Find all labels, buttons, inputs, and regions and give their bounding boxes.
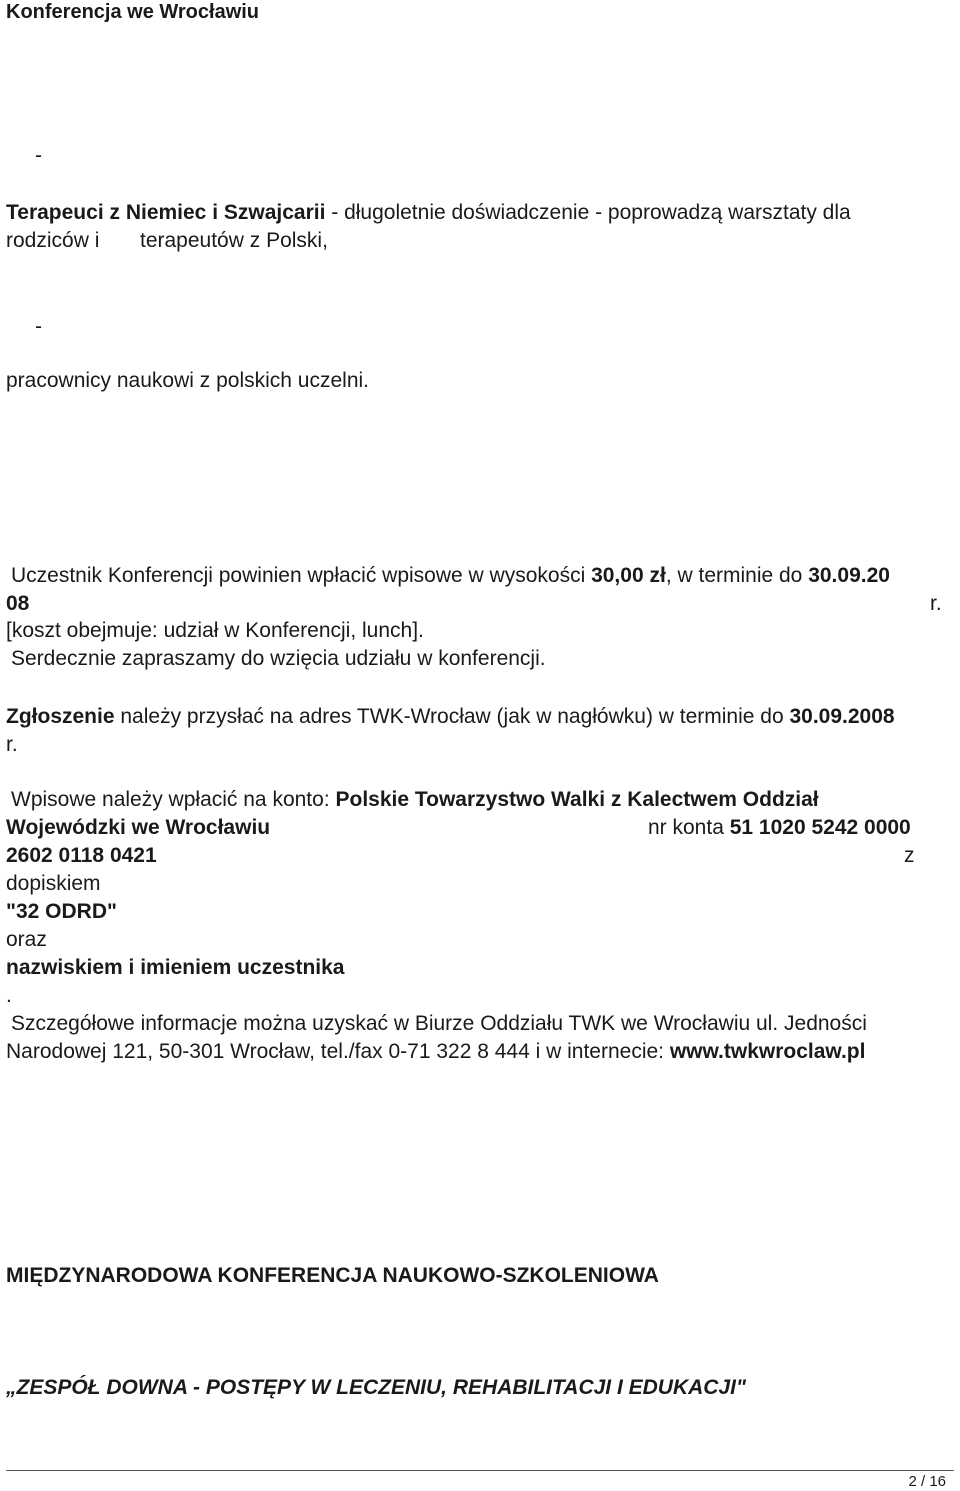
fee-pre: Uczestnik Konferencji powinien wpłacić wpisowe w wysokości [11, 564, 592, 587]
therapists-bold: Terapeuci z Niemiec i Szwajcarii [6, 201, 326, 224]
fee-line [11, 562, 890, 590]
payment-pre: Wpisowe należy wpłacić na konto: [11, 788, 336, 811]
conference-title: MIĘDZYNARODOWA KONFERENCJA NAUKOWO-SZKOLENIOWA [6, 1264, 659, 1287]
payment-code: "32 ODRD" [6, 900, 117, 923]
application-date: 30.09.2008 [789, 705, 895, 728]
therapists-line-2b: terapeutów z Polski, [140, 229, 328, 252]
payment-names: nazwiskiem i imieniem uczestnika [6, 956, 345, 979]
payment-org-2: Wojewódzki we Wrocławiu [6, 816, 271, 839]
bullet-dash: - [35, 144, 42, 167]
page-number: 2 / 16 [908, 1473, 946, 1490]
bullet-dash: - [35, 315, 42, 338]
conference-subtitle: „ZESPÓŁ DOWNA - POSTĘPY W LECZENIU, REHABILITACJI I EDUKACJI" [6, 1376, 746, 1399]
invite-text: Serdecznie zapraszamy do wzięcia udziału w konferencji. [11, 647, 546, 670]
payment-note-2: oraz [6, 928, 47, 951]
payment-z: z [904, 844, 915, 867]
account-label: nr konta [648, 816, 730, 839]
therapists-line-2a: rodziców i [6, 229, 100, 252]
payment-line-1 [11, 786, 819, 814]
fee-suffix: r. [930, 592, 942, 615]
payment-note-1: dopiskiem [6, 872, 101, 895]
application-line [6, 703, 895, 731]
website-link[interactable]: www.twkwroclaw.pl [669, 1040, 866, 1063]
details-line-2 [6, 1038, 865, 1066]
therapists-rest: - długoletnie doświadczenie - poprowadzą warsztaty dla [325, 201, 851, 224]
therapists-line-1 [6, 199, 851, 227]
fee-mid: , w terminie do [665, 564, 809, 587]
application-bold: Zgłoszenie [6, 705, 115, 728]
account-number-cont: 2602 0118 0421 [6, 844, 157, 867]
academics-text: pracownicy naukowi z polskich uczelni. [6, 369, 369, 392]
application-suffix: r. [6, 733, 18, 756]
fee-date: 30.09.20 [808, 564, 890, 587]
details-line-1: Szczegółowe informacje można uzyskać w Biurze Oddziału TWK we Wrocławiu ul. Jedności [11, 1012, 867, 1035]
application-rest: należy przysłać na adres TWK-Wrocław (jak w nagłówku) w terminie do [114, 705, 790, 728]
account-number: 51 1020 5242 0000 [729, 816, 911, 839]
page-title: Konferencja we Wrocławiu [6, 1, 260, 23]
payment-org: Polskie Towarzystwo Walki z Kalectwem Oddział [335, 788, 819, 811]
fee-date-cont: 08 [6, 592, 30, 615]
footer-divider [6, 1470, 954, 1471]
details-text: Narodowej 121, 50-301 Wrocław, tel./fax 0-71 322 8 444 i w internecie: [6, 1040, 670, 1063]
payment-account [648, 814, 911, 842]
cost-note: [koszt obejmuje: udział w Konferencji, lunch]. [6, 619, 424, 642]
fee-amount: 30,00 zł [591, 564, 666, 587]
payment-dot: . [6, 984, 12, 1007]
